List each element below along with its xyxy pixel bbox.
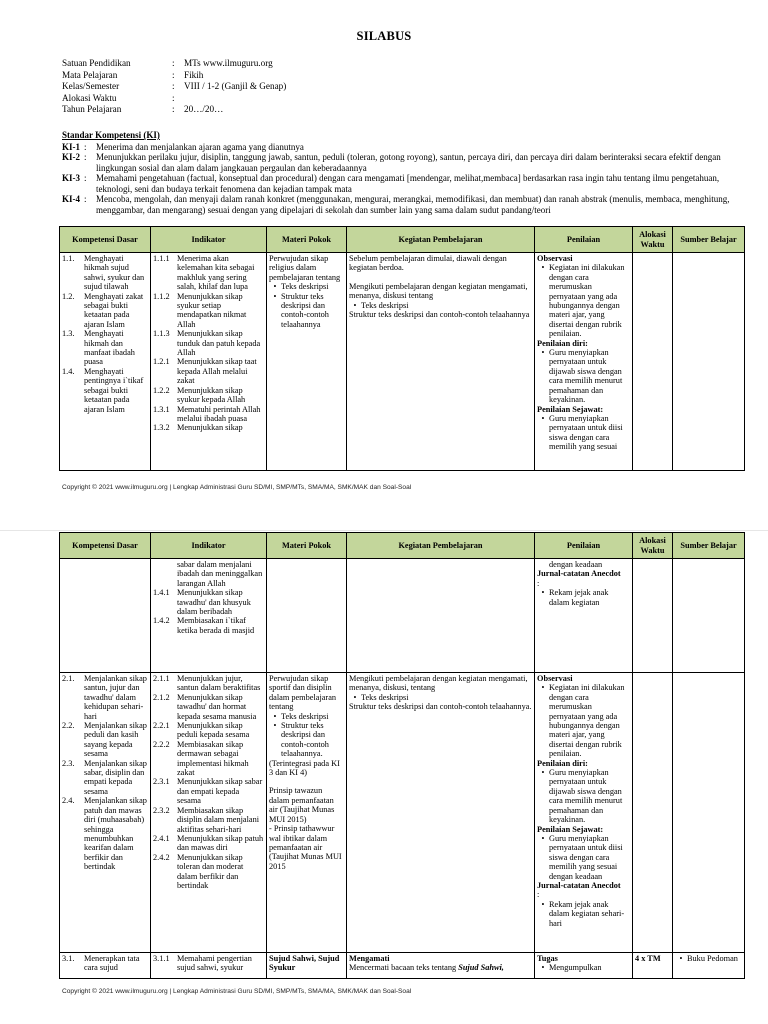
cell-penilaian bbox=[535, 673, 633, 953]
indikator-text: Menunjukkan sikap toleran dan moderat dalam berfikir dan bertindak bbox=[177, 852, 244, 890]
penilaian-heading: Observasi bbox=[537, 674, 573, 683]
indikator-item bbox=[153, 329, 264, 357]
col-header-kd: Kompetensi Dasar bbox=[60, 227, 151, 253]
ki-colon: : bbox=[84, 194, 87, 204]
indikator-number: 2.4.2 bbox=[153, 852, 170, 862]
meta-value: Fikih bbox=[184, 69, 204, 80]
cell-alokasi bbox=[633, 559, 673, 673]
materi-list-item bbox=[269, 292, 344, 330]
materi-list-text: • Teks deskripsi bbox=[281, 711, 329, 721]
penilaian-colon: : bbox=[537, 890, 540, 900]
meta-colon: : bbox=[172, 104, 175, 115]
indikator-number: 1.4.1 bbox=[153, 588, 170, 598]
ki-item bbox=[62, 142, 752, 153]
ki-text: Memahami pengetahuan (factual, konseptual dan procedural) dengan cara mengamati [mendengar, melihat,membaca] berdasarkan rasa ingin tahu tentang ilmu pengetahuan, teknologi, seni dan budaya terkait fenomena dan kejadian tampak mata bbox=[96, 173, 720, 194]
penilaian-list bbox=[537, 414, 630, 452]
cell-sumber bbox=[673, 673, 745, 953]
indikator-number: 2.3.2 bbox=[153, 805, 170, 815]
col-header-kegiatan: Kegiatan Pembelajaran bbox=[347, 227, 535, 253]
indikator-number: 1.1.2 bbox=[153, 291, 170, 301]
penilaian-colon: : bbox=[537, 578, 540, 588]
meta-label: Kelas/Semester bbox=[62, 81, 120, 92]
penilaian-list-item bbox=[537, 263, 630, 338]
indikator-text: Menunjukkan sikap peduli kepada sesama bbox=[177, 721, 250, 740]
ki-code: KI-4 bbox=[62, 194, 80, 204]
penilaian-list bbox=[537, 900, 630, 928]
kd-text: Menghayati hikmah dan manfaat ibadah puasa bbox=[84, 329, 135, 367]
cell-materi bbox=[267, 673, 347, 953]
indikator-item bbox=[153, 423, 264, 432]
meta-label: Alokasi Waktu bbox=[62, 92, 117, 103]
materi-text: - Prinsip tathawwur wal ibtikar dalam pemanfaatan air (Taujihat Munas MUI 2015 bbox=[269, 824, 342, 871]
meta-value: VIII / 1-2 (Ganjil & Genap) bbox=[184, 81, 287, 92]
kd-item bbox=[62, 721, 148, 759]
kd-number: 1.3. bbox=[62, 329, 75, 339]
col-header-sumber: Sumber Belajar bbox=[673, 227, 745, 253]
indikator-number: 2.4.1 bbox=[153, 833, 170, 843]
materi-text: Prinsip tawazun dalam pemanfaatan air (Taujihat Munas MUI 2015) bbox=[269, 786, 335, 824]
materi-list-text: • Teks deskripsi bbox=[281, 282, 329, 292]
penilaian-list bbox=[537, 834, 630, 881]
indikator-number: 1.2.1 bbox=[153, 357, 170, 367]
cell-kegiatan bbox=[347, 253, 535, 471]
penilaian-heading: Penilaian diri: bbox=[537, 338, 588, 348]
meta-row bbox=[62, 70, 286, 82]
penilaian-list-item bbox=[537, 834, 630, 881]
ki-heading: Standar Kompetensi (KI) bbox=[62, 130, 160, 140]
penilaian-list bbox=[537, 768, 630, 824]
kegiatan-inline-text: Mencermati bacaan teks tentang bbox=[349, 963, 459, 973]
penilaian-list bbox=[537, 263, 630, 338]
kd-text: Menerapkan tata cara sujud bbox=[84, 954, 140, 973]
ki-text: Menerima dan menjalankan ajaran agama yang dianutnya bbox=[96, 141, 304, 152]
indikator-text: Menunjukkan sikap tunduk dan patuh kepada Allah bbox=[177, 329, 261, 358]
kd-item bbox=[62, 329, 148, 367]
ki-colon: : bbox=[84, 173, 87, 183]
indikator-item bbox=[153, 254, 264, 292]
cell-sumber bbox=[673, 559, 745, 673]
indikator-item bbox=[153, 588, 264, 616]
kd-number: 2.3. bbox=[62, 758, 75, 768]
kd-number: 2.1. bbox=[62, 674, 75, 683]
syllabus-meta bbox=[62, 58, 286, 116]
col-header-penilaian: Penilaian bbox=[535, 533, 633, 559]
ki-code: KI-2 bbox=[62, 152, 80, 162]
cell-alokasi bbox=[633, 673, 673, 953]
kd-item bbox=[62, 367, 148, 414]
ki-item bbox=[62, 152, 752, 173]
kegiatan-text bbox=[349, 963, 532, 972]
kd-item bbox=[62, 759, 148, 797]
cell-materi bbox=[267, 253, 347, 471]
indikator-number: 1.4.2 bbox=[153, 616, 170, 626]
cell-indikator bbox=[151, 559, 267, 673]
kd-item bbox=[62, 292, 148, 330]
penilaian-list-item bbox=[537, 588, 630, 607]
indikator-number: 2.3.1 bbox=[153, 777, 170, 787]
cell-indikator bbox=[151, 253, 267, 471]
kd-text: Menjalankan sikap sabar, disiplin dan empati kepada sesama bbox=[84, 758, 147, 796]
kd-text: Menjalankan sikap santun, jujur dan tawadhu' dalam kehidupan sehari-hari bbox=[84, 674, 147, 721]
cell-kd bbox=[60, 253, 151, 471]
page-footer: Copyright © 2021 www.ilmuguru.org | Lengkap Administrasi Guru SD/MI, SMP/MTs, SMA/MA, SMK/MAK dan Soal-Soal bbox=[62, 484, 412, 491]
col-header-kegiatan: Kegiatan Pembelajaran bbox=[347, 533, 535, 559]
kegiatan-emphasis: Sujud Sahwi, bbox=[458, 963, 504, 973]
indikator-text: Menunjukkan sikap bbox=[177, 423, 243, 433]
meta-row bbox=[62, 104, 286, 116]
penilaian-list bbox=[537, 963, 630, 972]
kompetensi-inti bbox=[62, 130, 752, 215]
indikator-number: 2.2.1 bbox=[153, 721, 170, 731]
indikator-item bbox=[153, 853, 264, 891]
indikator-text: Membiasakan i`tikaf ketika berada di masjid bbox=[177, 616, 255, 635]
col-header-indikator: Indikator bbox=[151, 533, 267, 559]
kegiatan-text: Mengikuti pembelajaran dengan kegiatan mengamati, menanya, diskusi, tentang bbox=[349, 674, 528, 693]
kd-text: Menjalankan sikap patuh dan mawas diri (muhaasabah) sehingga menumbuhkan kearifan dalam berfikir dan bertindak bbox=[84, 796, 147, 872]
meta-row bbox=[62, 58, 286, 70]
indikator-item bbox=[153, 834, 264, 853]
cell-alokasi bbox=[633, 953, 673, 979]
kd-text: Menghayati hikmah sujud sahwi, syukur dan sujud tilawah bbox=[84, 254, 145, 292]
kd-item bbox=[62, 254, 148, 292]
indikator-text: sabar dalam menjalani ibadah dan meninggalkan larangan Allah bbox=[177, 560, 263, 588]
indikator-item bbox=[153, 386, 264, 405]
kd-number: 2.4. bbox=[62, 796, 75, 806]
penilaian-list-item bbox=[537, 348, 630, 404]
penilaian-list bbox=[537, 683, 630, 758]
page-footer: Copyright © 2021 www.ilmuguru.org | Lengkap Administrasi Guru SD/MI, SMP/MTs, SMA/MA, SMK/MAK dan Soal-Soal bbox=[62, 988, 412, 995]
document-page-1 bbox=[0, 0, 768, 500]
cell-penilaian bbox=[535, 253, 633, 471]
kegiatan-list bbox=[349, 301, 532, 310]
kegiatan-list-text: • Teks deskripsi bbox=[361, 300, 409, 310]
meta-colon: : bbox=[172, 69, 175, 80]
penilaian-list-text: • Guru menyiapkan pernyataan untuk diisi siswa dengan cara memilih yang sesuai bbox=[549, 413, 623, 452]
ki-item bbox=[62, 194, 752, 215]
meta-row bbox=[62, 81, 286, 93]
kegiatan-text: Mengikuti pembelajaran dengan kegiatan mengamati, menanya, diskusi tentang bbox=[349, 281, 528, 301]
penilaian-list-item bbox=[537, 963, 630, 972]
meta-row bbox=[62, 93, 286, 105]
cell-kd bbox=[60, 953, 151, 979]
penilaian-heading: Tugas bbox=[537, 954, 558, 963]
indikator-text: Menunjukkan jujur, santun dalam beraktifitas bbox=[177, 674, 261, 693]
penilaian-list-text: • Guru menyiapkan pernyataan untuk dijawab siswa dengan cara memilih menurut pemahaman dan keyakinan. bbox=[549, 768, 623, 825]
kd-text: Menjalankan sikap peduli dan kasih sayang kepada sesama bbox=[84, 721, 147, 759]
sumber-list-item bbox=[675, 954, 742, 963]
col-header-materi: Materi Pokok bbox=[267, 533, 347, 559]
kd-item bbox=[62, 674, 148, 721]
indikator-number: 2.1.2 bbox=[153, 692, 170, 702]
indikator-number bbox=[153, 560, 177, 588]
syllabus-table bbox=[59, 226, 745, 471]
cell-materi bbox=[267, 953, 347, 979]
penilaian-heading: Jurnal-catatan Anecdot bbox=[537, 880, 621, 890]
ki-code: KI-3 bbox=[62, 173, 80, 183]
cell-penilaian bbox=[535, 559, 633, 673]
table-row bbox=[60, 253, 745, 471]
cell-materi bbox=[267, 559, 347, 673]
penilaian-list-text: • Rekam jejak anak dalam kegiatan sehari-hari bbox=[549, 899, 625, 928]
kd-number: 1.4. bbox=[62, 366, 75, 376]
col-header-kd: Kompetensi Dasar bbox=[60, 533, 151, 559]
indikator-text: Menunjukkan sikap syukur setiap mendapatkan nikmat Allah bbox=[177, 291, 247, 329]
indikator-number: 1.2.2 bbox=[153, 385, 170, 395]
indikator-number: 2.2.2 bbox=[153, 739, 170, 749]
materi-title: Sujud Sahwi, Sujud Syukur bbox=[269, 954, 340, 973]
cell-kegiatan bbox=[347, 559, 535, 673]
page-divider bbox=[0, 530, 768, 531]
meta-colon: : bbox=[172, 58, 175, 68]
cell-alokasi bbox=[633, 253, 673, 471]
indikator-item bbox=[153, 954, 264, 973]
penilaian-list-item bbox=[537, 414, 630, 452]
indikator-text: Membiasakan sikap disiplin dalam menjalani aktifitas sehari-hari bbox=[177, 805, 260, 834]
materi-list-text: • Struktur teks deskripsi dan contoh-contoh telaahannya. bbox=[281, 721, 329, 759]
table-header-row bbox=[60, 227, 745, 253]
ki-colon: : bbox=[84, 141, 87, 152]
kd-text: Menghayati zakat sebagai bukti ketaatan pada ajaran Islam bbox=[84, 291, 144, 329]
penilaian-list-text: • Kegiatan ini dilakukan dengan cara merumuskan pernyataan yang ada hubungannya dengan materi ajar, yang disertai dengan rubrik penilaian. bbox=[549, 683, 625, 759]
penilaian-list-text: • Kegiatan ini dilakukan dengan cara merumuskan pernyataan yang ada hubungannya dengan materi ajar, yang disertai dengan rubrik penilaian. bbox=[549, 263, 625, 339]
indikator-item bbox=[153, 693, 264, 721]
indikator-number: 3.1.1 bbox=[153, 954, 170, 963]
meta-value: 20…/20… bbox=[184, 104, 224, 115]
kegiatan-text: Struktur teks deskripsi dan contoh-contoh telaahannya bbox=[349, 310, 530, 320]
penilaian-text: dengan keadaan bbox=[549, 560, 603, 569]
kegiatan-heading: Mengamati bbox=[349, 954, 390, 963]
penilaian-list-text: • Mengumpulkan bbox=[549, 963, 602, 973]
materi-list-item bbox=[269, 712, 344, 721]
table-row bbox=[60, 559, 745, 673]
indikator-text: Menunjukkan sikap syukur kepada Allah bbox=[177, 385, 246, 405]
kegiatan-list-item bbox=[349, 301, 532, 310]
penilaian-list-item bbox=[537, 683, 630, 758]
penilaian-list-text: • Guru menyiapkan pernyataan untuk diisi siswa dengan cara memilih yang sesuai dengan keadaan bbox=[549, 833, 623, 881]
indikator-text: Memahami pengertian sujud sahwi, syukur bbox=[177, 954, 252, 973]
syllabus-table-continued bbox=[59, 532, 745, 979]
alokasi-value: 4 x TM bbox=[635, 954, 661, 963]
cell-kd bbox=[60, 559, 151, 673]
cell-kd bbox=[60, 673, 151, 953]
table-header-row bbox=[60, 533, 745, 559]
meta-label: Mata Pelajaran bbox=[62, 69, 118, 80]
indikator-item bbox=[153, 740, 264, 778]
kd-number: 3.1. bbox=[62, 954, 75, 963]
cell-kegiatan bbox=[347, 953, 535, 979]
kd-number: 1.2. bbox=[62, 291, 75, 301]
penilaian-heading: Observasi bbox=[537, 254, 573, 263]
col-header-alokasi: Alokasi Waktu bbox=[633, 227, 673, 253]
materi-list-item bbox=[269, 721, 344, 759]
indikator-item bbox=[153, 405, 264, 424]
indikator-number: 1.3.1 bbox=[153, 404, 170, 414]
indikator-text: Menunjukkan sikap patuh dan mawas diri bbox=[177, 833, 264, 853]
document-title: SILABUS bbox=[356, 29, 412, 43]
indikator-number: 1.1.3 bbox=[153, 329, 170, 339]
table-row bbox=[60, 673, 745, 953]
ki-colon: : bbox=[84, 152, 87, 162]
indikator-item bbox=[153, 357, 264, 385]
cell-penilaian bbox=[535, 953, 633, 979]
col-header-alokasi: Alokasi Waktu bbox=[633, 533, 673, 559]
sumber-list-text: • Buku Pedoman bbox=[687, 954, 738, 963]
meta-colon: : bbox=[172, 81, 175, 92]
indikator-text: Mematuhi perintah Allah melalui ibadah puasa bbox=[177, 404, 261, 423]
indikator-text: Menunjukkan sikap sabar dan empati kepada sesama bbox=[177, 777, 263, 806]
ki-text: Menunjukkan perilaku jujur, disiplin, tanggung jawab, santun, peduli (toleran, gotong royong), santun, percaya diri, dan percaya diri dalam berinteraksi secara efektif dengan lingkungan sosial dan alam dalam jangkauan pergaulan dan keberadaannya bbox=[96, 152, 721, 173]
sumber-list bbox=[675, 954, 742, 963]
indikator-item bbox=[153, 674, 264, 693]
penilaian-heading: Penilaian diri: bbox=[537, 758, 588, 768]
penilaian-list-text: • Guru menyiapkan pernyataan untuk dijawab siswa dengan cara memilih menurut pemahaman dan keyakinan. bbox=[549, 348, 623, 405]
penilaian-heading: Jurnal-catatan Anecdot bbox=[537, 569, 621, 579]
indikator-text: Membiasakan sikap dermawan sebagai implementasi hikmah zakat bbox=[177, 739, 249, 778]
kegiatan-text: Sebelum pembelajaran dimulai, diawali dengan kegiatan berdoa. bbox=[349, 254, 507, 273]
kd-item bbox=[62, 954, 148, 973]
ki-item bbox=[62, 173, 752, 194]
penilaian-heading: Penilaian Sejawat: bbox=[537, 404, 604, 414]
indikator-item bbox=[153, 777, 264, 805]
kegiatan-list-text: • Teks deskripsi bbox=[361, 692, 409, 702]
indikator-text: Menunjukkan sikap taat kepada Allah melalui zakat bbox=[177, 357, 257, 386]
indikator-number: 1.1.1 bbox=[153, 254, 170, 263]
penilaian-list-item bbox=[537, 768, 630, 824]
kegiatan-list bbox=[349, 693, 532, 702]
indikator-text: Menunjukkan sikap tawadhu' dan khusyuk dalam beribadah bbox=[177, 588, 251, 617]
col-header-indikator: Indikator bbox=[151, 227, 267, 253]
penilaian-list bbox=[537, 348, 630, 404]
indikator-text: Menerima akan kelemahan kita sebagai makhluk yang sering salah, khilaf dan lupa bbox=[177, 254, 255, 292]
document-page-2 bbox=[0, 532, 768, 1024]
kd-number: 1.1. bbox=[62, 254, 75, 263]
penilaian-list-text: • Rekam jejak anak dalam kegiatan bbox=[549, 588, 609, 607]
meta-colon: : bbox=[172, 92, 175, 103]
kd-text: Menghayati pentingnya i`tikaf sebagai bukti ketaatan pada ajaran Islam bbox=[84, 366, 144, 414]
table-row bbox=[60, 953, 745, 979]
indikator-number: 1.3.2 bbox=[153, 423, 170, 433]
materi-text: (Terintegrasi pada KI 3 dan KI 4) bbox=[269, 758, 340, 778]
kd-item bbox=[62, 796, 148, 871]
indikator-item bbox=[153, 616, 264, 635]
kd-number: 2.2. bbox=[62, 721, 75, 731]
ki-code: KI-1 bbox=[62, 141, 80, 152]
penilaian-heading: Penilaian Sejawat: bbox=[537, 824, 604, 834]
cell-indikator bbox=[151, 673, 267, 953]
cell-kegiatan bbox=[347, 673, 535, 953]
col-header-penilaian: Penilaian bbox=[535, 227, 633, 253]
indikator-item bbox=[153, 806, 264, 834]
meta-value: MTs www.ilmuguru.org bbox=[184, 58, 273, 68]
meta-label: Tahun Pelajaran bbox=[62, 104, 122, 115]
indikator-text: Menunjukkan sikap tawadhu' dan hormat kepada sesama manusia bbox=[177, 692, 257, 721]
materi-list bbox=[269, 712, 344, 759]
col-header-materi: Materi Pokok bbox=[267, 227, 347, 253]
col-header-sumber: Sumber Belajar bbox=[673, 533, 745, 559]
materi-list-item bbox=[269, 282, 344, 291]
indikator-item bbox=[153, 560, 264, 588]
materi-list bbox=[269, 282, 344, 329]
cell-indikator bbox=[151, 953, 267, 979]
indikator-number: 2.1.1 bbox=[153, 674, 170, 683]
kegiatan-text: Struktur teks deskripsi dan contoh-contoh telaahannya. bbox=[349, 702, 532, 712]
penilaian-list bbox=[537, 588, 630, 607]
penilaian-list-item bbox=[537, 900, 630, 928]
ki-text: Mencoba, mengolah, dan menyaji dalam ranah konkret (menggunakan, mengurai, merangkai, memodifikasi, dan membuat) dan ranah abstrak (menulis, membaca, menghitung, menggambar, dan mengarang) sesuai dengan yang dipelajari di sekolah dan sumber lain yang sama dalam sudut pandang/teori bbox=[96, 194, 730, 215]
materi-list-text: • Struktur teks deskripsi dan contoh-contoh telaahannya bbox=[281, 291, 329, 329]
materi-intro: Perwujudan sikap religius dalam pembelajaran tentang bbox=[269, 254, 341, 282]
meta-label: Satuan Pendidikan bbox=[62, 58, 131, 68]
cell-sumber bbox=[673, 253, 745, 471]
indikator-item bbox=[153, 292, 264, 330]
materi-intro: Perwujudan sikap sportif dan disiplin dalam pembelajaran tentang bbox=[269, 674, 337, 712]
indikator-item bbox=[153, 721, 264, 740]
cell-sumber bbox=[673, 953, 745, 979]
kegiatan-list-item bbox=[349, 693, 532, 702]
